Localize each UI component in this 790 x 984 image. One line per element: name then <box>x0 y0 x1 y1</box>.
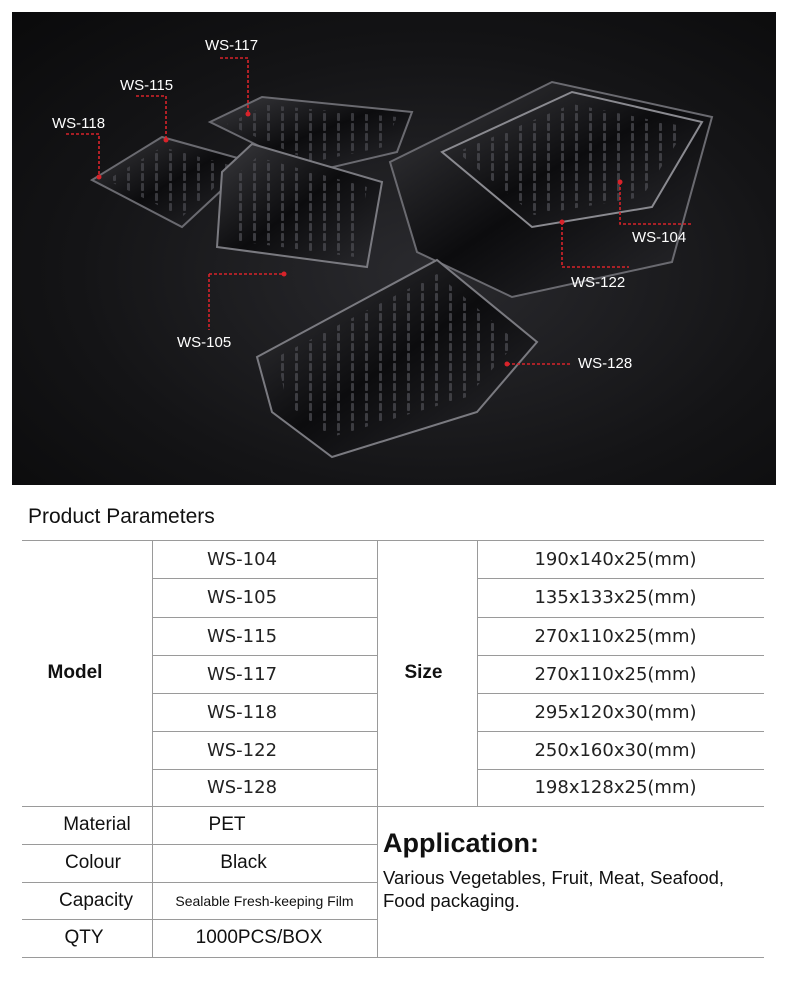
callout-ws128: WS-128 <box>578 355 633 372</box>
callout-ws104: WS-104 <box>632 229 687 246</box>
size-label: Size <box>404 662 443 683</box>
tray-ws105 <box>217 144 382 267</box>
colour-value: Black <box>220 852 267 873</box>
model-label: Model <box>47 662 103 683</box>
application-title: Application: <box>383 828 539 858</box>
capacity-value: Sealable Fresh-keeping Film <box>175 892 354 909</box>
material-value: PET <box>208 814 246 835</box>
model-cell: WS-117 <box>206 663 278 685</box>
callout-ws105: WS-105 <box>177 334 232 351</box>
qty-value: 1000PCS/BOX <box>195 927 323 948</box>
size-cell: 270x110x25(mm) <box>534 625 697 647</box>
size-cell: 135x133x25(mm) <box>534 587 697 608</box>
application-text: Various Vegetables, Fruit, Meat, Seafood, Food packaging. <box>383 867 725 911</box>
model-cell: WS-105 <box>206 587 278 608</box>
callout-ws115: WS-115 <box>120 77 174 94</box>
size-cell: 198x128x25(mm) <box>534 777 697 798</box>
qty-label: QTY <box>64 927 104 948</box>
model-cell: WS-118 <box>206 701 278 723</box>
model-cell: WS-104 <box>206 548 278 570</box>
callout-ws118: WS-118 <box>52 115 106 132</box>
size-cell: 250x160x30(mm) <box>534 739 697 761</box>
capacity-label: Capacity <box>59 889 133 911</box>
size-cell: 295x120x30(mm) <box>534 701 697 723</box>
size-cell: 190x140x25(mm) <box>534 548 697 570</box>
colour-label: Colour <box>65 852 121 873</box>
material-label: Material <box>63 814 131 835</box>
section-title: Product Parameters <box>28 505 215 528</box>
size-cell: 270x110x25(mm) <box>534 663 697 685</box>
model-cell: WS-128 <box>206 777 278 798</box>
callout-ws117: WS-117 <box>205 37 259 54</box>
model-cell: WS-115 <box>206 625 278 647</box>
callout-ws122: WS-122 <box>571 274 626 291</box>
product-photo <box>12 12 776 485</box>
model-cell: WS-122 <box>206 739 278 761</box>
